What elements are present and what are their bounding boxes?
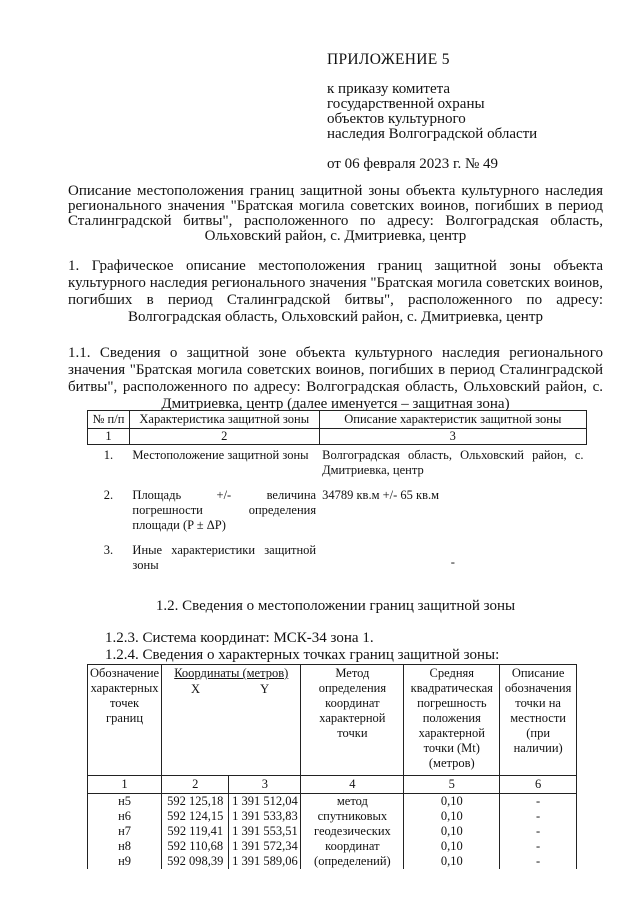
column-number: 2 xyxy=(162,776,229,794)
column-number: 3 xyxy=(319,429,586,445)
order-date: от 06 февраля 2023 г. № 49 xyxy=(327,156,499,172)
header-coordinates xyxy=(162,665,301,682)
table-row xyxy=(88,445,587,486)
section-1-2-title: 1.2. Сведения о местоположении границ защитной зоны xyxy=(155,598,516,614)
point-x: 592 098,39 xyxy=(162,854,229,869)
row-description: Волгоградская область, Ольховский район, с. Дмитриевка, центр xyxy=(322,448,584,477)
table-header-cell: Описание характеристик защитной зоны xyxy=(319,411,586,429)
document-heading: Описание местоположения границ защитной зоны объекта культурного наследия регионального значения "Братская могила советских воинов, погибших в период Сталинградской битвы", расположенного по адресу: Волгоградская область, Ольховский район, с. Дмитриевка, центр xyxy=(68,183,603,244)
point-y: 1 391 572,34 xyxy=(229,839,301,854)
table-header-cell: № п/п xyxy=(88,411,130,429)
column-number: 3 xyxy=(229,776,301,794)
row-characteristic: Иные характеристики защитной зоны xyxy=(132,543,317,572)
table-header-cell: Характеристика защитной зоны xyxy=(129,411,319,429)
point-error: 0,10 xyxy=(404,809,500,824)
point-y: 1 391 533,83 xyxy=(229,809,301,824)
table-row xyxy=(88,540,587,580)
column-number: 6 xyxy=(500,776,577,794)
row-description: 34789 кв.м +/- 65 кв.м xyxy=(322,488,440,502)
section-1-1-title: 1.1. Сведения о защитной зоне объекта культурного наследия регионального значения "Братская могила советских воинов, погибших в период Сталинградской битвы", расположенного по адресу: Волгоградская область, Ольховский район, с. Дмитриевка, центр (далее именуется – защитная зона) xyxy=(68,345,603,412)
column-number: 1 xyxy=(88,429,130,445)
table-header-row xyxy=(88,411,587,429)
table-number-row xyxy=(88,776,577,794)
appendix-line: наследия Волгоградской области xyxy=(327,126,538,142)
appendix-title: ПРИЛОЖЕНИЕ 5 xyxy=(327,51,450,68)
characteristic-points-title: 1.2.4. Сведения о характерных точках границ защитной зоны: xyxy=(105,647,500,663)
table-header-row xyxy=(88,665,577,682)
point-y: 1 391 553,51 xyxy=(229,824,301,839)
coordinate-system: 1.2.3. Система координат: МСК-34 зона 1. xyxy=(105,630,374,646)
row-description: - xyxy=(450,555,455,569)
appendix-block xyxy=(327,52,567,172)
point-x: 592 125,18 xyxy=(162,794,229,810)
header-x: X xyxy=(162,681,229,776)
point-description: - xyxy=(500,794,577,810)
table-number-row xyxy=(88,429,587,445)
boundary-points-table xyxy=(87,664,577,869)
point-id: н6 xyxy=(88,809,162,824)
point-x: 592 119,41 xyxy=(162,824,229,839)
table-row xyxy=(88,794,577,810)
column-number: 4 xyxy=(301,776,404,794)
table-row xyxy=(88,485,587,540)
point-error: 0,10 xyxy=(404,824,500,839)
point-y: 1 391 512,04 xyxy=(229,794,301,810)
point-id: н7 xyxy=(88,824,162,839)
column-number: 1 xyxy=(88,776,162,794)
row-number: 3. xyxy=(103,543,114,557)
header-error: Средняя квадратическая погрешность положения характерной точки (Мt) (метров) xyxy=(404,665,500,776)
header-description: Описание обозначения точки на местности (при наличии) xyxy=(500,665,577,776)
row-number: 1. xyxy=(103,448,114,462)
header-coordinates-label: Координаты (метров) xyxy=(174,666,289,680)
point-x: 592 110,68 xyxy=(162,839,229,854)
point-error: 0,10 xyxy=(404,794,500,810)
point-id: н9 xyxy=(88,854,162,869)
point-description: - xyxy=(500,824,577,839)
point-id: н5 xyxy=(88,794,162,810)
row-characteristic: Площадь +/- величина погрешности определения площади (P ± ΔP) xyxy=(132,488,317,532)
column-number: 5 xyxy=(404,776,500,794)
column-number: 2 xyxy=(129,429,319,445)
point-description: - xyxy=(500,854,577,869)
point-error: 0,10 xyxy=(404,854,500,869)
point-x: 592 124,15 xyxy=(162,809,229,824)
point-description: - xyxy=(500,839,577,854)
point-method: метод спутниковых геодезических координат (определений) xyxy=(301,794,404,870)
section-1-title: 1. Графическое описание местоположения границ защитной зоны объекта культурного наследия регионального значения "Братская могила советских воинов, погибших в период Сталинградской битвы", расположенного по адресу: Волгоградская область, Ольховский район, с. Дмитриевка, центр xyxy=(68,258,603,325)
point-id: н8 xyxy=(88,839,162,854)
point-description: - xyxy=(500,809,577,824)
appendix-line: к приказу комитета xyxy=(327,81,451,97)
point-y: 1 391 589,06 xyxy=(229,854,301,869)
header-point-designation: Обозначение характерных точек границ xyxy=(88,665,162,776)
row-characteristic: Местоположение защитной зоны xyxy=(132,448,309,462)
point-error: 0,10 xyxy=(404,839,500,854)
header-y: Y xyxy=(229,681,301,776)
header-method: Метод определения координат характерной точки xyxy=(301,665,404,776)
protection-zone-table xyxy=(87,410,587,580)
row-number: 2. xyxy=(103,488,114,502)
appendix-line: объектов культурного xyxy=(327,111,466,127)
appendix-line: государственной охраны xyxy=(327,96,485,112)
